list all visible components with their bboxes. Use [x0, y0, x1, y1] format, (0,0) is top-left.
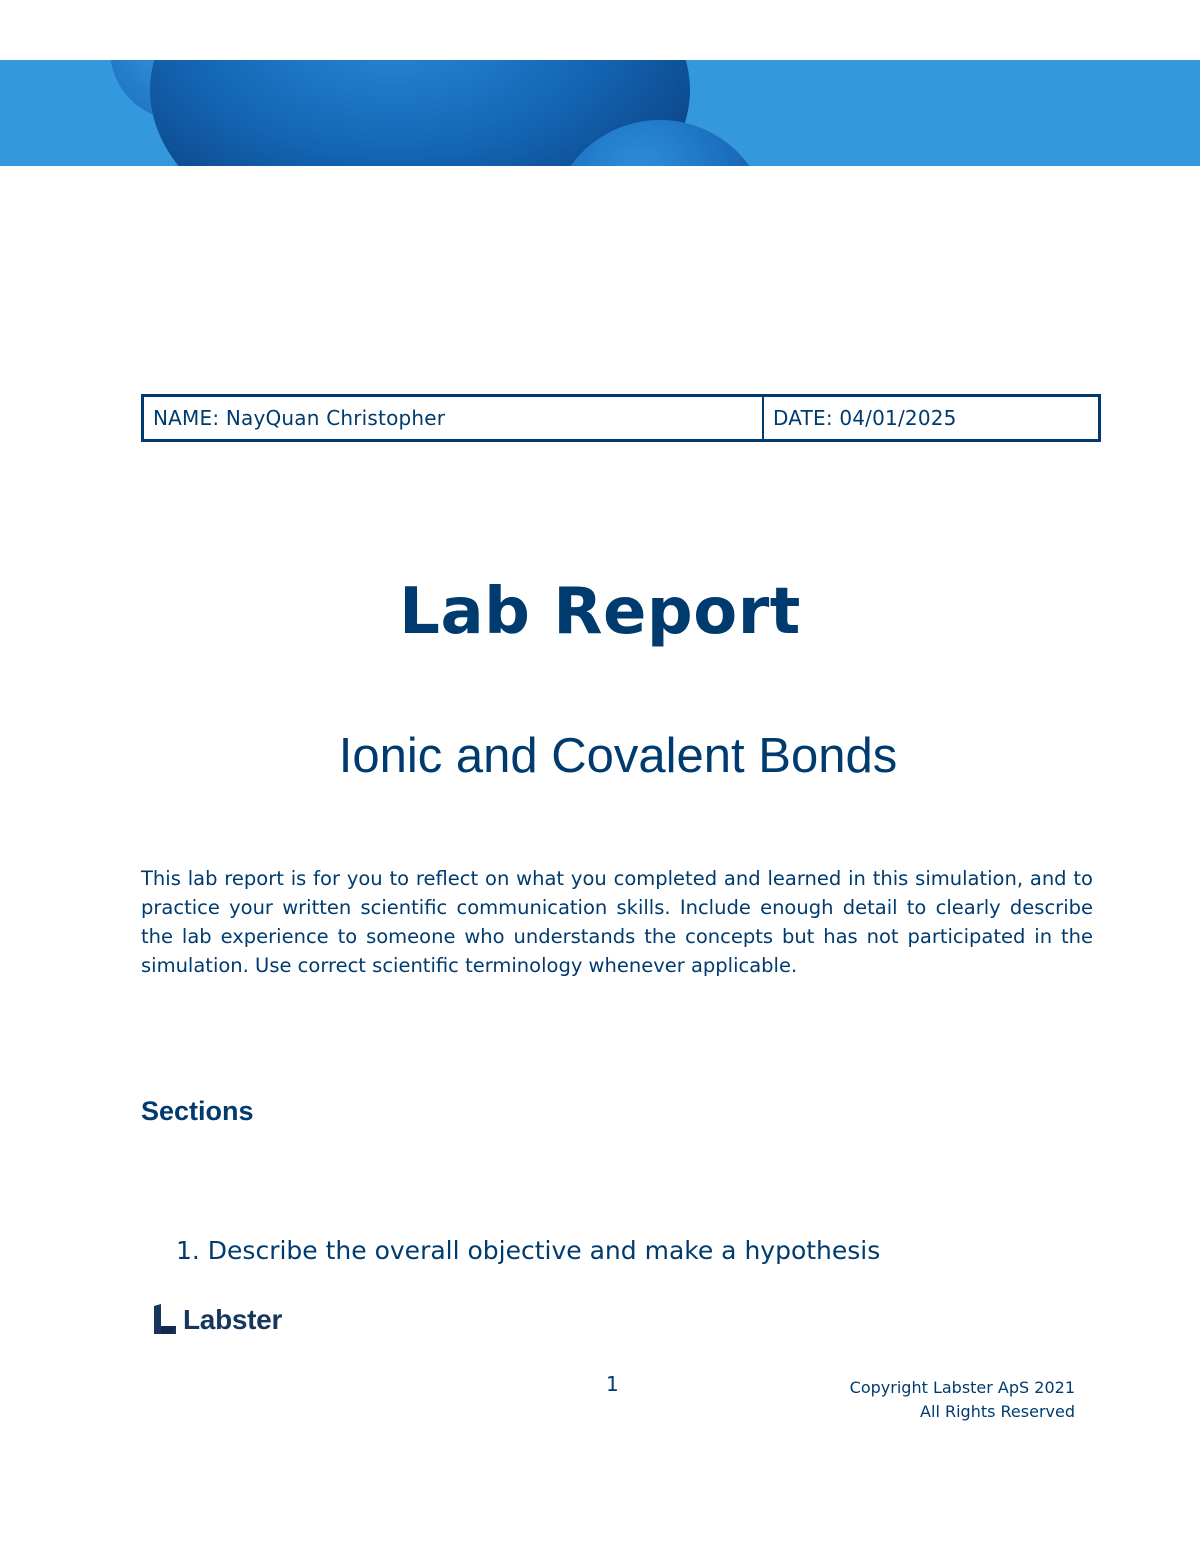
document-title: Lab Report: [399, 575, 801, 649]
labster-logo-icon: [152, 1304, 178, 1336]
intro-paragraph: This lab report is for you to reflect on what you completed and learned in this simulation, and to practice your written scientific communication skills. Include enough detail to clearly describe the lab experience to someone who understands the concepts but has not participated in the simulation. Use correct scientific terminology whenever applicable.: [141, 867, 1093, 977]
student-name-field[interactable]: NAME: NayQuan Christopher: [144, 397, 764, 439]
copyright-line: Copyright Labster ApS 2021: [849, 1378, 1075, 1397]
section-item-objective: 1. Describe the overall objective and make a hypothesis: [176, 1236, 881, 1265]
report-date-field[interactable]: DATE: 04/01/2025: [773, 406, 957, 430]
labster-logo: [152, 1304, 282, 1336]
header-banner: [0, 60, 1200, 166]
document-subtitle: Ionic and Covalent Bonds: [338, 729, 898, 783]
page-number: 1: [606, 1372, 619, 1396]
copyright-notice: [850, 1376, 1075, 1424]
student-info-table: [141, 394, 1101, 442]
rights-reserved-line: All Rights Reserved: [920, 1402, 1075, 1421]
sections-heading: Sections: [141, 1096, 254, 1126]
header-banner-graphic: [0, 60, 1200, 166]
labster-logo-text: Labster: [183, 1304, 283, 1335]
